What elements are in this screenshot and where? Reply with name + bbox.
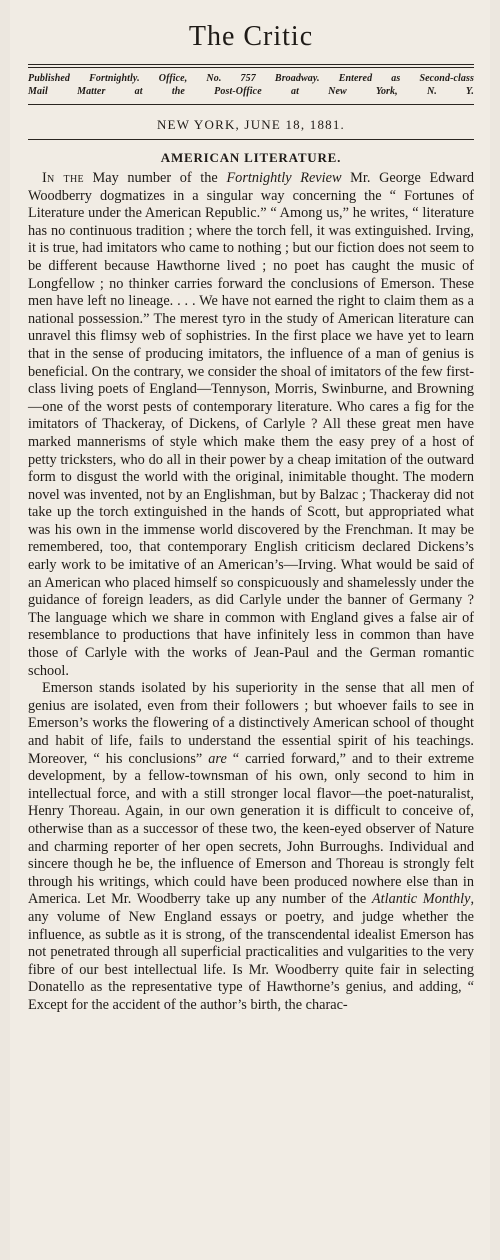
paragraph-2 bbox=[28, 680, 474, 1014]
newspaper-page bbox=[10, 0, 490, 1260]
paragraph-1 bbox=[28, 170, 474, 680]
paragraph-1-lead: In the bbox=[42, 170, 84, 186]
paragraph-2-text-c: , any volume of New England essays or poetry, and judge whether the influence, as subtle as it is strong, of the transcendental idealist Emerson has not penetrated through all superficial practicalities and vulgarities to the very fibre of our best intellectual life. Is Mr. Woodberry quite fair in selecting Donatello as the representative type of Hawthorne’s genius, and adding, “ Except for the accident of the author’s birth, the charac- bbox=[28, 891, 475, 1013]
info-rule bbox=[28, 104, 474, 105]
masthead-rule bbox=[28, 64, 474, 68]
dateline-rule bbox=[28, 139, 474, 140]
journal-title-atlantic: Atlantic Monthly bbox=[371, 891, 471, 908]
paragraph-2-text-a: Emerson stands isolated by his superiority in the sense that all men of genius are isolated, even from their followers ; but whoever fails to see in Emerson’s works the flowering of a distinctively American school of thought and habit of life, fails to understand the essential spirit of his teachings. Moreover, “ his conclusions” bbox=[28, 680, 474, 767]
dateline: NEW YORK, JUNE 18, 1881. bbox=[156, 117, 346, 132]
emphasis-are: are bbox=[208, 750, 227, 767]
article-headline: AMERICAN LITERATURE. bbox=[160, 150, 342, 165]
paragraph-1-text-a: May number of the bbox=[83, 170, 227, 186]
publication-info-line-2: Mail Matter at the Post-Office at New York, N. Y. bbox=[28, 86, 474, 97]
publication-info bbox=[28, 72, 474, 98]
paragraph-1-text-b: Mr. George Edward Woodberry dogmatizes in a singular way concerning the “ Fortunes of Literature under the American Republic.” “ Among us,” he writes, “ literature has no continuous tradition ; where the torch fell, it was extinguished. Irving, it is true, had imitators who came to nothing ; but our fiction does not seem to be different because Hawthorne lived ; no poet has caught the music of Longfellow ; no thinker carries forward the conclusions of Emerson. These men have left no lineage. . . . We have not earned the right to claim them as a national possession.” The merest tyro in the study of American literature can unravel this flimsy web of sophistries. In the first place we have yet to learn that in the sense of producing imitators, the influence of a man of genius is beneficial. On the contrary, we consider the shoal of imitators of the few first-class living poets of England—Tennyson, Morris, Swinburne, and Browning—one of the worst pests of contemporary literature. Who cares a fig for the imitators of Thackeray, of Dickens, of Carlyle ? All these great men have marked mannerisms of style which make them the easy prey of a host of petty tricksters, who do all in their power by a cheap imitation of the outward form to disgust the world with the original, inimitable thought. The modern novel was invented, not by an Englishman, but by Balzac ; Thackeray did not take up the torch extinguished in the hands of Scott, but appropriated what was his own in the immense world discovered by the Frenchman. It may be remembered, too, that contemporary English criticism declared Dickens’s early work to be imitative of an American’s—Irving. What would be said of an American who placed himself so conspicuously and shamelessly under the guidance of foreign leaders, as did Carlyle under the banner of Germany ? The language which we share in common with England gives a false air of resemblance to productions that have infinitely less in common than have those of Carlyle with the works of Jean-Paul and the German romantic school. bbox=[28, 170, 475, 679]
journal-title-fortnightly: Fortnightly Review bbox=[226, 170, 342, 186]
paragraph-2-text-b: “ carried forward,” and to their extreme development, by a fellow-townsman of his own, only second to him in intellectual force, and with a still stronger local flavor—the poet-naturalist, Henry Thoreau. Again, in our own generation it is difficult to conceive of, otherwise than as a successor of these two, the keen-eyed observer of Nature and charming reporter of her open secrets, John Burroughs. Individual and sincere though he be, the influence of Emerson and Thoreau is strongly felt through his writings, which could have been produced nowhere else than in America. Let Mr. Woodberry take up any number of the bbox=[28, 750, 474, 908]
publication-info-line-1: Published Fortnightly. Office, No. 757 Broadway. Entered as Second-class bbox=[28, 73, 474, 84]
article-body bbox=[28, 170, 474, 1015]
masthead-title: The Critic bbox=[188, 21, 314, 52]
